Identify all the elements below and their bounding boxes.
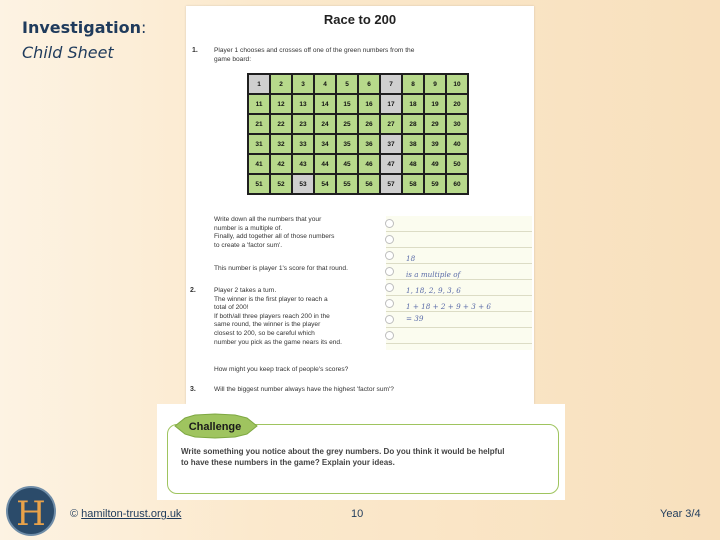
board-cell-grey: 7 xyxy=(380,74,402,94)
board-cell-green: 43 xyxy=(292,154,314,174)
worksheet xyxy=(186,6,534,404)
board-cell-green: 27 xyxy=(380,114,402,134)
board-cell-green: 10 xyxy=(446,74,468,94)
track-question: How might you keep track of people's scores? xyxy=(214,366,349,373)
board-cell-green: 31 xyxy=(248,134,270,154)
step-3-question: Will the biggest number always have the highest 'factor sum'? xyxy=(214,386,394,393)
board-row xyxy=(248,174,468,194)
board-cell-green: 58 xyxy=(402,174,424,194)
instructions xyxy=(214,216,334,250)
board-cell-green: 38 xyxy=(402,134,424,154)
challenge-text xyxy=(181,446,553,468)
step-2-line: The winner is the first player to reach a xyxy=(214,295,328,303)
step-2-number: 2. xyxy=(190,287,196,294)
binder-ring-icon xyxy=(385,251,394,260)
board-cell-green: 60 xyxy=(446,174,468,194)
board-cell-green: 54 xyxy=(314,174,336,194)
board-cell-green: 48 xyxy=(402,154,424,174)
board-cell-grey: 57 xyxy=(380,174,402,194)
step-1-number: 1. xyxy=(192,47,198,54)
copyright xyxy=(70,508,181,520)
instruction-line: to create a 'factor sum'. xyxy=(214,241,283,249)
step-2-line: number you pick as the game nears its end. xyxy=(214,338,342,346)
binder-ring-icon xyxy=(385,267,394,276)
board-cell-green: 42 xyxy=(270,154,292,174)
handwriting-line: is a multiple of xyxy=(406,270,461,279)
slide-subtitle: Child Sheet xyxy=(22,43,114,62)
board-cell-green: 23 xyxy=(292,114,314,134)
board-cell-grey: 17 xyxy=(380,94,402,114)
board-cell-green: 26 xyxy=(358,114,380,134)
board-cell-green: 21 xyxy=(248,114,270,134)
challenge-badge-icon xyxy=(171,412,259,440)
year-group: Year 3/4 xyxy=(660,508,701,520)
binder-ring-icon xyxy=(385,299,394,308)
handwriting-line: 1, 18, 2, 9, 3, 6 xyxy=(406,286,461,295)
game-board xyxy=(247,73,469,195)
handwriting-line: = 39 xyxy=(406,314,424,323)
instruction-line: Finally, add together all of those numbers xyxy=(214,233,335,241)
binder-ring-icon xyxy=(385,219,394,228)
board-cell-green: 46 xyxy=(358,154,380,174)
board-cell-green: 33 xyxy=(292,134,314,154)
challenge-label: Challenge xyxy=(188,421,242,433)
board-cell-grey: 47 xyxy=(380,154,402,174)
binder-ring-icon xyxy=(385,283,394,292)
board-cell-grey: 37 xyxy=(380,134,402,154)
page-number: 10 xyxy=(351,508,364,520)
slide-title-text: Investigation xyxy=(22,18,142,37)
board-cell-green: 12 xyxy=(270,94,292,114)
step-1-text xyxy=(214,47,414,64)
hamilton-logo xyxy=(6,486,56,536)
board-cell-green: 45 xyxy=(336,154,358,174)
board-cell-green: 4 xyxy=(314,74,336,94)
board-cell-green: 52 xyxy=(270,174,292,194)
step-2-text xyxy=(214,287,342,347)
board-row xyxy=(248,154,468,174)
board-row xyxy=(248,114,468,134)
board-cell-grey: 1 xyxy=(248,74,270,94)
board-cell-green: 18 xyxy=(402,94,424,114)
board-cell-green: 51 xyxy=(248,174,270,194)
handwriting-line: 18 xyxy=(406,254,416,263)
step-1-line: game board: xyxy=(214,55,252,63)
board-cell-green: 40 xyxy=(446,134,468,154)
slide-title-colon: : xyxy=(141,18,147,37)
challenge-panel xyxy=(157,404,565,500)
step-1-line: Player 1 chooses and crosses off one of the green numbers from the xyxy=(214,47,415,54)
board-cell-green: 32 xyxy=(270,134,292,154)
board-row xyxy=(248,134,468,154)
board-row xyxy=(248,94,468,114)
step-2-line: total of 200! xyxy=(214,304,249,312)
board-cell-green: 2 xyxy=(270,74,292,94)
score-line: This number is player 1's score for that round. xyxy=(214,265,348,272)
board-cell-green: 9 xyxy=(424,74,446,94)
board-cell-green: 28 xyxy=(402,114,424,134)
board-cell-green: 16 xyxy=(358,94,380,114)
board-cell-green: 22 xyxy=(270,114,292,134)
board-cell-green: 8 xyxy=(402,74,424,94)
hamilton-trust-link[interactable]: hamilton-trust.org.uk xyxy=(81,508,182,520)
instruction-line: number is a multiple of. xyxy=(214,224,283,232)
board-cell-green: 50 xyxy=(446,154,468,174)
board-cell-green: 20 xyxy=(446,94,468,114)
worksheet-title: Race to 200 xyxy=(323,12,397,27)
board-cell-green: 14 xyxy=(314,94,336,114)
board-cell-green: 59 xyxy=(424,174,446,194)
binder-ring-icon xyxy=(385,235,394,244)
board-cell-green: 6 xyxy=(358,74,380,94)
board-cell-green: 49 xyxy=(424,154,446,174)
board-cell-green: 30 xyxy=(446,114,468,134)
step-2-line: same round, the winner is the player xyxy=(214,321,321,329)
board-cell-green: 15 xyxy=(336,94,358,114)
board-cell-green: 5 xyxy=(336,74,358,94)
copyright-symbol: © xyxy=(70,508,79,520)
board-row xyxy=(248,74,468,94)
board-cell-green: 24 xyxy=(314,114,336,134)
step-2-line: closest to 200, so be careful which xyxy=(214,329,315,337)
board-cell-grey: 53 xyxy=(292,174,314,194)
step-2-line: If both/all three players reach 200 in the xyxy=(214,312,330,320)
board-cell-green: 44 xyxy=(314,154,336,174)
challenge-line: to have these numbers in the game? Explain your ideas. xyxy=(181,458,395,467)
step-3-number: 3. xyxy=(190,386,196,393)
board-cell-green: 19 xyxy=(424,94,446,114)
step-2-line: Player 2 takes a turn. xyxy=(214,287,277,294)
board-cell-green: 41 xyxy=(248,154,270,174)
board-cell-green: 11 xyxy=(248,94,270,114)
board-cell-green: 3 xyxy=(292,74,314,94)
notebook-paper xyxy=(386,216,532,350)
board-cell-green: 56 xyxy=(358,174,380,194)
board-cell-green: 55 xyxy=(336,174,358,194)
board-cell-green: 35 xyxy=(336,134,358,154)
board-cell-green: 29 xyxy=(424,114,446,134)
instruction-line: Write down all the numbers that your xyxy=(214,216,322,223)
handwriting-line: 1 + 18 + 2 + 9 + 3 + 6 xyxy=(406,302,491,311)
board-cell-green: 34 xyxy=(314,134,336,154)
binder-ring-icon xyxy=(385,315,394,324)
board-cell-green: 13 xyxy=(292,94,314,114)
binder-ring-icon xyxy=(385,331,394,340)
slide-title xyxy=(22,18,146,62)
board-cell-green: 25 xyxy=(336,114,358,134)
logo-letter: H xyxy=(16,494,46,534)
challenge-line: Write something you notice about the grey numbers. Do you think it would be helpful xyxy=(181,447,505,456)
board-cell-green: 36 xyxy=(358,134,380,154)
board-cell-green: 39 xyxy=(424,134,446,154)
